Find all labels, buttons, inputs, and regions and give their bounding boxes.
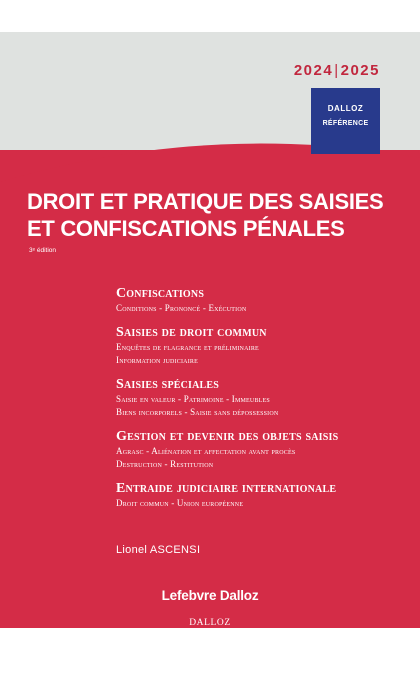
badge-brand: DALLOZ — [327, 104, 364, 113]
section-line: Destruction - Restitution — [116, 459, 214, 469]
section-line: Droit commun - Union européenne — [116, 498, 244, 508]
section-title: Gestion et devenir des objets saisis — [116, 429, 339, 444]
title-line-1: DROIT ET PRATIQUE DES SAISIES — [27, 189, 384, 214]
section-title: Entraide judiciaire internationale — [116, 481, 337, 496]
table-of-contents — [116, 285, 406, 519]
year-end: 2025 — [340, 62, 380, 79]
author-name: Lionel ASCENSI — [116, 544, 201, 556]
section-entraide-judiciaire — [116, 480, 406, 510]
section-line: Conditions - Prononcé - Exécution — [116, 303, 247, 313]
top-margin — [0, 0, 420, 24]
title-line-2: ET CONFISCATIONS PÉNALES — [27, 216, 345, 241]
section-line: Biens incorporels - Saisie sans dépossession — [116, 407, 279, 417]
section-title: Saisies spéciales — [116, 377, 220, 392]
publisher-logo: Lefebvre Dalloz — [161, 588, 259, 603]
book-title — [27, 188, 397, 242]
section-gestion-objets-saisis — [116, 428, 406, 471]
edition-years — [294, 62, 380, 79]
section-line: Enquêtes de flagrance et préliminaire — [116, 342, 259, 352]
section-saisies-speciales — [116, 376, 406, 419]
year-separator: | — [334, 62, 340, 79]
section-saisies-droit-commun — [116, 324, 406, 367]
badge-collection: RÉFÉRENCE — [322, 120, 369, 127]
year-start: 2024 — [293, 62, 334, 79]
section-line: Information judiciaire — [116, 355, 198, 365]
section-title: Saisies de droit commun — [116, 325, 267, 340]
section-line: Saisie en valeur - Patrimoine - Immeubles — [116, 394, 270, 404]
imprint-logo: DALLOZ — [189, 618, 231, 628]
section-title: Confiscations — [116, 286, 205, 301]
bottom-margin — [0, 628, 420, 690]
section-confiscations — [116, 285, 406, 315]
section-line: Agrasc - Aliénation et affectation avant procès — [116, 446, 296, 456]
collection-badge — [311, 88, 380, 154]
edition-number: 3ᵉ édition — [29, 247, 56, 254]
